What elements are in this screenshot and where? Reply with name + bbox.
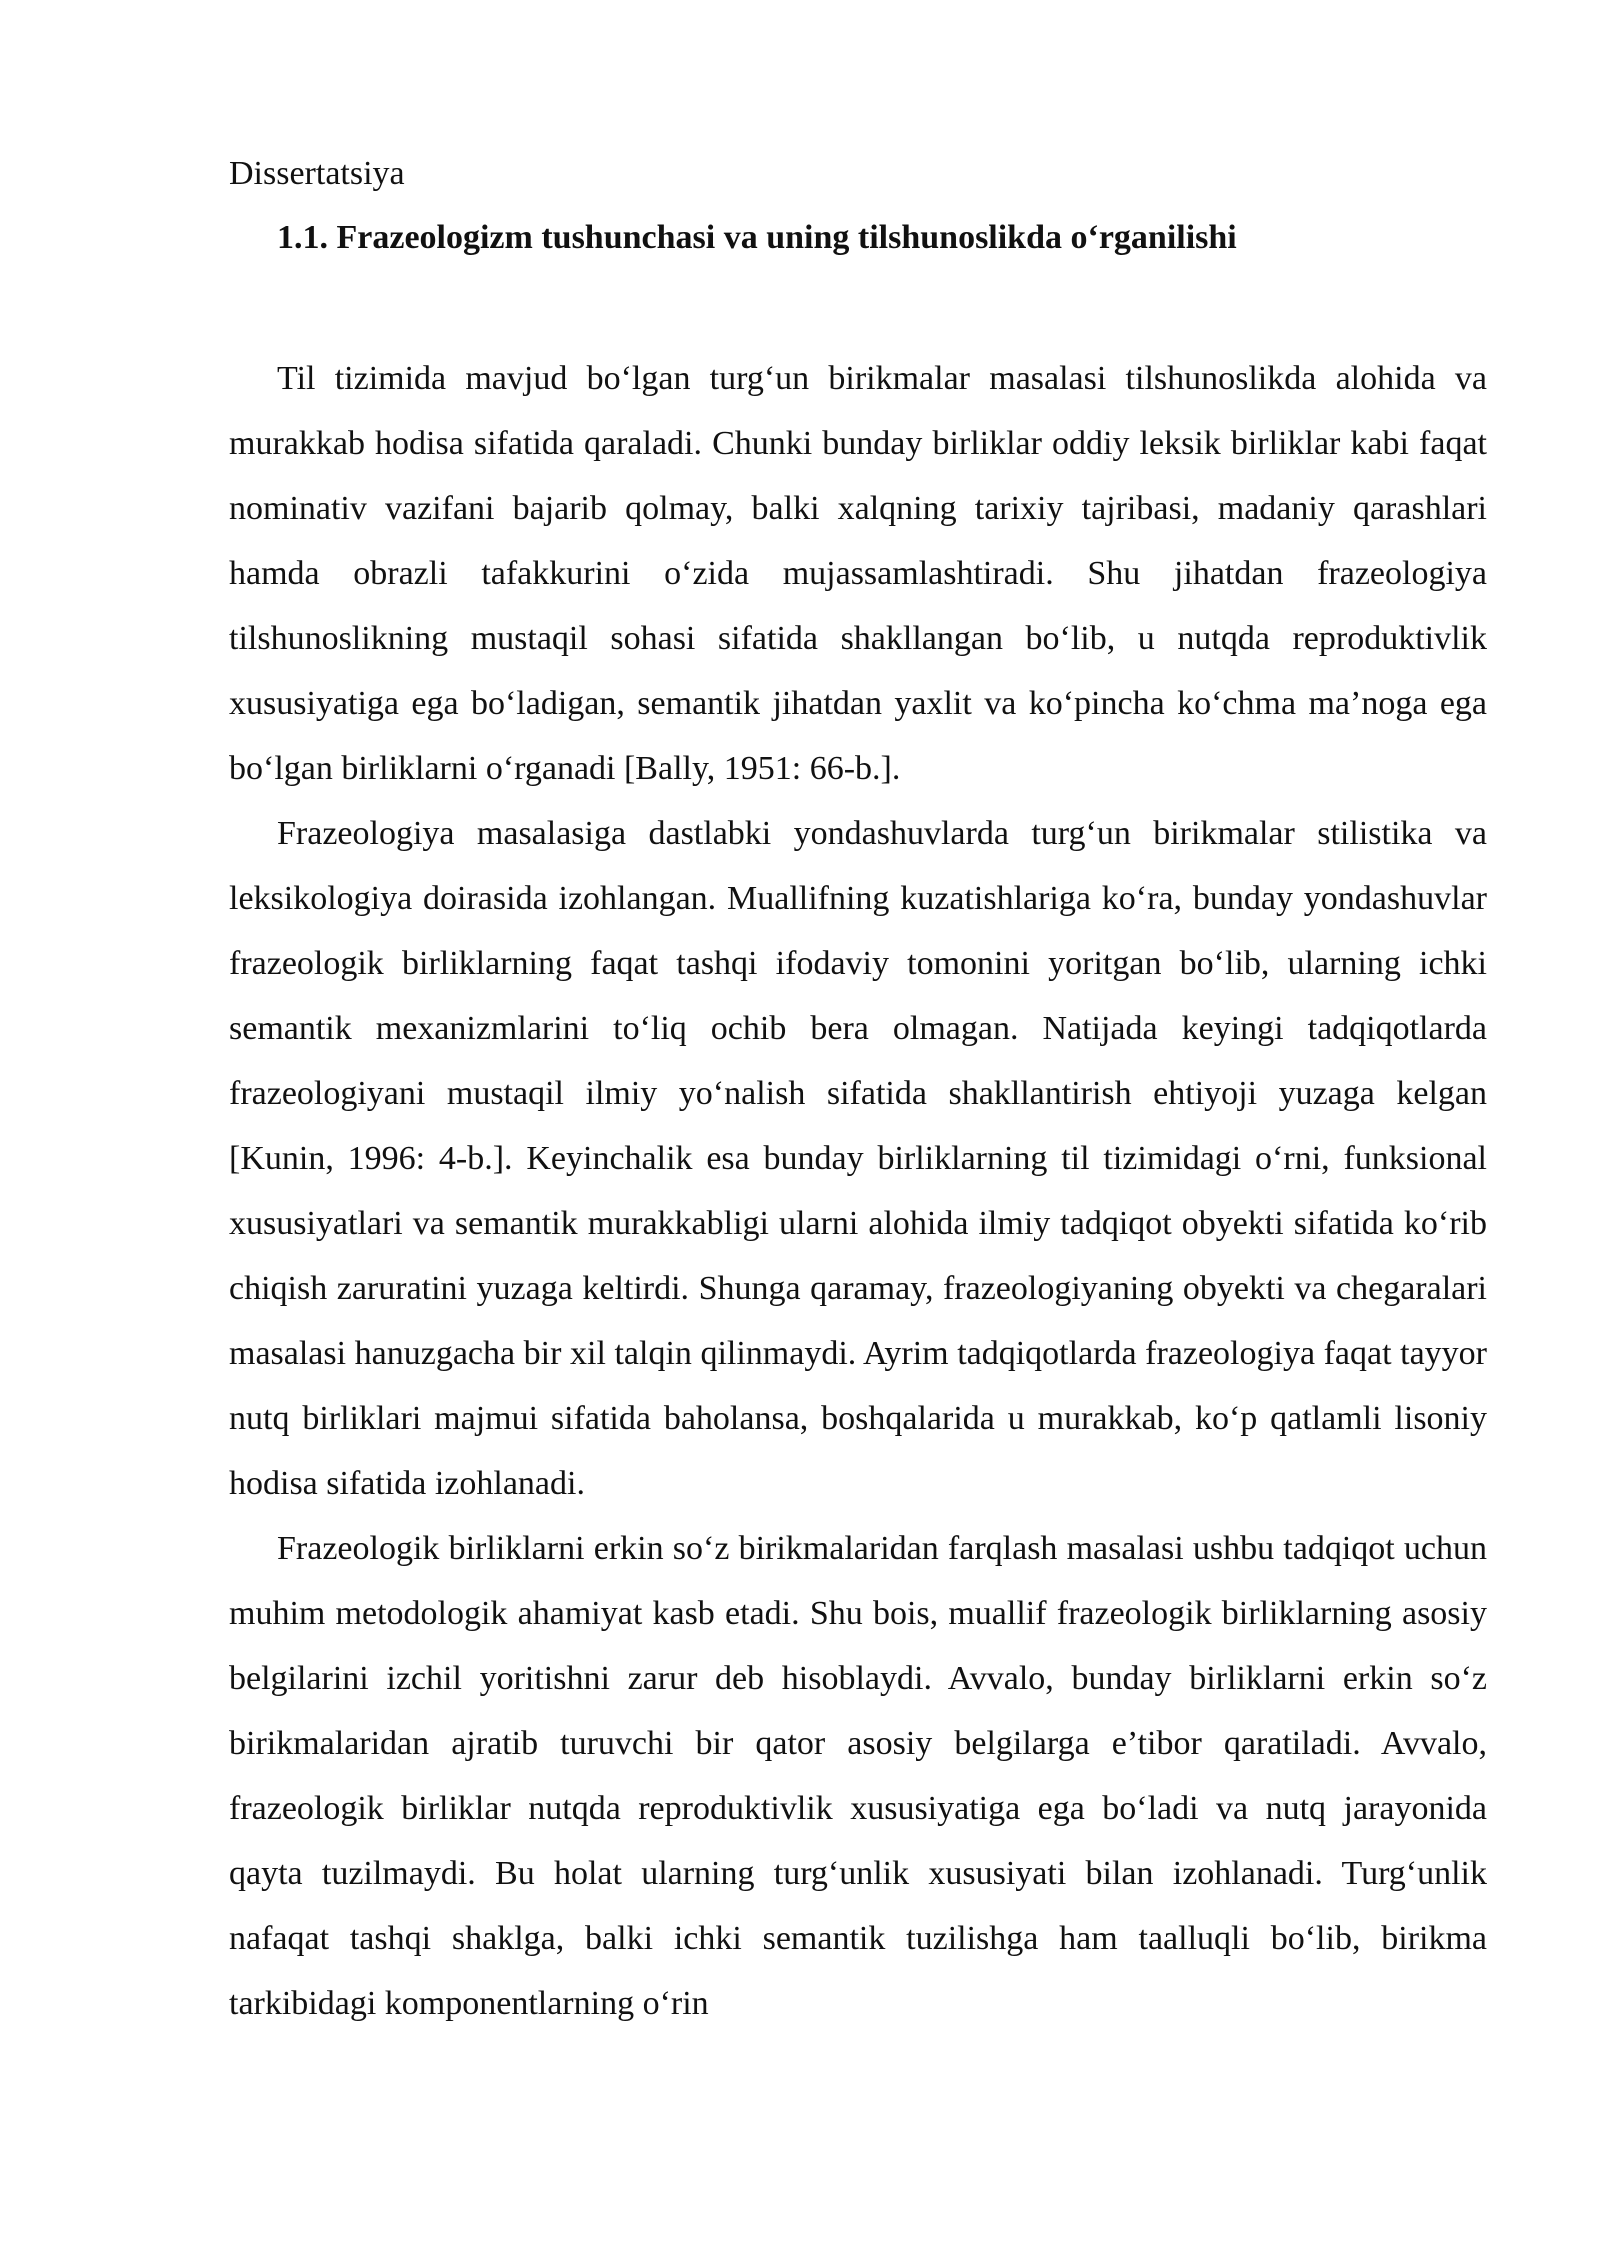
section-heading: 1.1. Frazeologizm tushunchasi va uning tilshunoslikda o‘rganilishi: [277, 219, 1237, 256]
paragraph-2: Frazeologiya masalasiga dastlabki yondashuvlarda turg‘un birikmalar stilistika va leksikologiya doirasida izohlangan. Muallifning kuzatishlariga ko‘ra, bunday yondashuvlar frazeologik birliklarning faqat tashqi ifodaviy tomonini yoritgan bo‘lib, ularning ichki semantik mexanizmlarini to‘liq ochib bera olmagan. Natijada keyingi tadqiqotlarda frazeologiyani mustaqil ilmiy yo‘nalish sifatida shakllantirish ehtiyoji yuzaga kelgan [Kunin, 1996: 4-b.]. Keyinchalik esa bunday birliklarning til tizimidagi o‘rni, funksional xususiyatlari va semantik murakkabligi ularni alohida ilmiy tadqiqot obyekti sifatida ko‘rib chiqish zaruratini yuzaga keltirdi. Shunga qaramay, frazeologiyaning obyekti va chegaralari masalasi hanuzgacha bir xil talqin qilinmaydi. Ayrim tadqiqotlarda frazeologiya faqat tayyor nutq birliklari majmui sifatida baholansa, boshqalarida u murakkab, ko‘p qatlamli lisoniy hodisa sifatida izohlanadi.: [229, 815, 1487, 1502]
paragraph-3: Frazeologik birliklarni erkin so‘z birikmalaridan farqlash masalasi ushbu tadqiqot uchun muhim metodologik ahamiyat kasb etadi. Shu bois, muallif frazeologik birliklarning asosiy belgilarini izchil yoritishni zarur deb hisoblaydi. Avvalo, bunday birliklarni erkin so‘z birikmalaridan ajratib turuvchi bir qator asosiy belgilarga e’tibor qaratiladi. Avvalo, frazeologik birliklar nutqda reproduktivlik xususiyatiga ega bo‘ladi va nutq jarayonida qayta tuzilmaydi. Bu holat ularning turg‘unlik xususiyati bilan izohlanadi. Turg‘unlik nafaqat tashqi shaklga, balki ichki semantik tuzilishga ham taalluqli bo‘lib, birikma tarkibidagi komponentlarning o‘rin: [229, 1530, 1487, 2022]
document-label: Dissertatsiya: [229, 155, 405, 192]
paragraph-1: Til tizimida mavjud bo‘lgan turg‘un birikmalar masalasi tilshunoslikda alohida va murakkab hodisa sifatida qaraladi. Chunki bunday birliklar oddiy leksik birliklar kabi faqat nominativ vazifani bajarib qolmay, balki xalqning tarixiy tajribasi, madaniy qarashlari hamda obrazli tafakkurini o‘zida mujassamlashtiradi. Shu jihatdan frazeologiya tilshunoslikning mustaqil sohasi sifatida shakllangan bo‘lib, u nutqda reproduktivlik xususiyatiga ega bo‘ladigan, semantik jihatdan yaxlit va ko‘pincha ko‘chma ma’noga ega bo‘lgan birliklarni o‘rganadi [Bally, 1951: 66-b.].: [229, 360, 1487, 787]
body-text: [229, 346, 1487, 2036]
